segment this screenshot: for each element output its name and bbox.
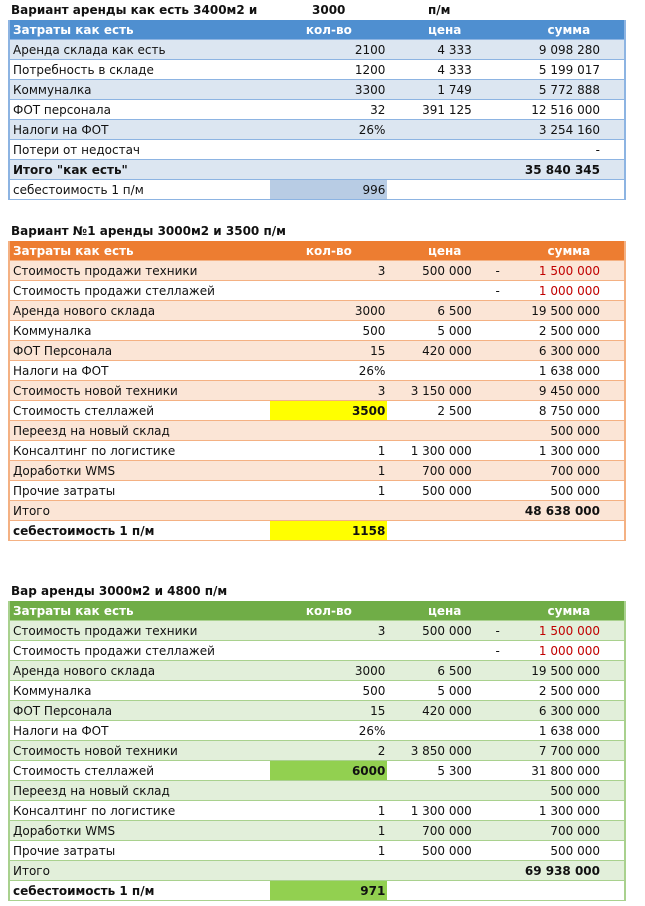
row-price: 420 000	[422, 343, 472, 358]
row-label: ФОТ Персонала	[13, 343, 113, 358]
table-row	[10, 661, 624, 681]
row-sum: 12 516 000	[531, 102, 600, 117]
row-price	[387, 120, 491, 139]
table-variant-as-is	[8, 0, 626, 200]
row-qty: 3	[377, 263, 386, 278]
row-sign	[492, 321, 504, 340]
row-price: 5 000	[437, 323, 472, 338]
row-label: Аренда нового склада	[13, 663, 156, 678]
row-label: Стоимость новой техники	[13, 743, 178, 758]
row-sign	[492, 681, 504, 700]
title-part-1: Вариант аренды как есть 3400м2 и	[11, 3, 258, 17]
table-row	[10, 721, 624, 741]
row-qty: 1	[377, 803, 386, 818]
row-sign	[492, 661, 504, 680]
row-sign	[492, 441, 504, 460]
row-sign	[492, 481, 504, 500]
row-label: Стоимость продажи стеллажей	[13, 643, 215, 658]
row-sign	[492, 761, 504, 780]
row-sign	[492, 301, 504, 320]
variant-1-title	[8, 221, 626, 241]
table-row	[10, 701, 624, 721]
table-row	[10, 60, 624, 80]
col-header-sum: сумма	[547, 603, 591, 618]
row-sign	[492, 741, 504, 760]
row-price: 5 300	[437, 763, 472, 778]
row-sum: 1 500 000	[538, 263, 600, 278]
row-sum: 2 500 000	[538, 683, 600, 698]
total-label: Итого	[13, 503, 50, 518]
table-row	[10, 821, 624, 841]
row-sum: 6 300 000	[538, 703, 600, 718]
row-sum: 31 800 000	[531, 763, 600, 778]
row-price: 500 000	[422, 623, 472, 638]
row-label: Доработки WMS	[13, 823, 116, 838]
table-row	[10, 281, 624, 301]
row-label: Стоимость продажи техники	[13, 623, 198, 638]
row-price	[387, 281, 491, 300]
col-header-qty: кол-во	[305, 22, 352, 37]
row-qty: 26%	[358, 122, 386, 137]
row-price: 6 500	[437, 663, 472, 678]
row-sum: 700 000	[550, 823, 600, 838]
row-sign	[492, 140, 504, 159]
col-header-sum: сумма	[547, 22, 591, 37]
table-row	[10, 761, 624, 781]
row-sum: 1 500 000	[538, 623, 600, 638]
row-label: Переезд на новый склад	[13, 423, 170, 438]
total-sum: 69 938 000	[524, 863, 600, 878]
row-label: Налоги на ФОТ	[13, 723, 109, 738]
row-qty	[270, 641, 387, 660]
row-price: 700 000	[422, 463, 472, 478]
row-label: Налоги на ФОТ	[13, 363, 109, 378]
row-price: 4 333	[437, 42, 472, 57]
row-sum: 700 000	[550, 463, 600, 478]
row-label: ФОТ персонала	[13, 102, 111, 117]
row-label: Коммуналка	[13, 82, 92, 97]
row-label: Стоимость продажи техники	[13, 263, 198, 278]
row-sum: 5 772 888	[538, 82, 600, 97]
total-sum: 48 638 000	[524, 503, 600, 518]
row-sum: 1 638 000	[538, 723, 600, 738]
row-qty: 500	[362, 683, 386, 698]
row-sign	[492, 401, 504, 420]
row-sum: 8 750 000	[538, 403, 600, 418]
row-price: 500 000	[422, 263, 472, 278]
title-part-3: п/м	[428, 3, 451, 17]
row-sign	[492, 60, 504, 79]
row-sign	[492, 381, 504, 400]
row-sign: -	[495, 643, 500, 658]
row-sign	[492, 701, 504, 720]
table-row	[10, 641, 624, 661]
row-price: 1 300 000	[410, 803, 472, 818]
row-qty: 3300	[354, 82, 386, 97]
row-label: ФОТ Персонала	[13, 703, 113, 718]
row-qty: 2100	[354, 42, 386, 57]
table-row	[10, 120, 624, 140]
table-row	[10, 301, 624, 321]
col-header-name: Затраты как есть	[13, 603, 134, 618]
table-row	[10, 781, 624, 801]
col-header-name: Затраты как есть	[13, 22, 134, 37]
table-row	[10, 461, 624, 481]
row-sum: 5 199 017	[538, 62, 600, 77]
row-label: Стоимость новой техники	[13, 383, 178, 398]
row-sign	[492, 341, 504, 360]
row-label: Коммуналка	[13, 323, 92, 338]
row-price: 6 500	[437, 303, 472, 318]
row-price	[387, 641, 491, 660]
col-header-price: цена	[427, 22, 462, 37]
row-qty: 3	[377, 383, 386, 398]
cost-value: 996	[270, 180, 387, 199]
row-qty	[270, 421, 387, 440]
table-body	[8, 601, 626, 901]
cost-value: 971	[270, 881, 387, 900]
table-row	[10, 381, 624, 401]
table-row	[10, 621, 624, 641]
row-price: 391 125	[422, 102, 472, 117]
row-sum: 1 000 000	[538, 643, 600, 658]
table-row	[10, 681, 624, 701]
row-qty: 1	[377, 483, 386, 498]
cost-label: себестоимость 1 п/м	[13, 523, 155, 538]
table-row	[10, 80, 624, 100]
row-label: Переезд на новый склад	[13, 783, 170, 798]
row-qty: 1	[377, 823, 386, 838]
table-body	[8, 20, 626, 200]
row-label: Аренда нового склада	[13, 303, 156, 318]
table-variant-2	[8, 581, 626, 901]
row-qty: 1	[377, 843, 386, 858]
row-sign	[492, 781, 504, 800]
row-sum: 1 300 000	[538, 443, 600, 458]
row-sum: 500 000	[550, 423, 600, 438]
row-price	[387, 721, 491, 740]
row-label: Стоимость стеллажей	[13, 403, 155, 418]
variant-2-title-text: Вар аренды 3000м2 и 4800 п/м	[11, 584, 228, 598]
col-header-qty: кол-во	[305, 243, 352, 258]
row-sum: 7 700 000	[538, 743, 600, 758]
row-sum: 9 450 000	[538, 383, 600, 398]
row-price: 1 300 000	[410, 443, 472, 458]
total-label: Итого	[13, 863, 50, 878]
row-sum: 9 098 280	[538, 42, 600, 57]
table-row	[10, 140, 624, 160]
row-qty: 2	[377, 743, 386, 758]
row-qty: 15	[370, 343, 386, 358]
total-row	[10, 861, 624, 881]
row-label: Коммуналка	[13, 683, 92, 698]
row-sign	[492, 421, 504, 440]
table-row	[10, 261, 624, 281]
row-price	[387, 361, 491, 380]
row-price: 420 000	[422, 703, 472, 718]
row-qty: 32	[370, 102, 386, 117]
row-label: Прочие затраты	[13, 483, 116, 498]
table-row	[10, 321, 624, 341]
row-qty: 500	[362, 323, 386, 338]
row-sign: -	[495, 283, 500, 298]
table-row	[10, 401, 624, 421]
row-qty: 3	[377, 623, 386, 638]
total-label: Итого "как есть"	[13, 162, 128, 177]
row-qty: 6000	[270, 761, 387, 780]
row-qty: 1200	[354, 62, 386, 77]
row-qty: 1	[377, 443, 386, 458]
row-qty: 3500	[270, 401, 387, 420]
cost-row	[10, 180, 624, 200]
row-qty	[270, 281, 387, 300]
row-qty: 1	[377, 463, 386, 478]
col-header-name: Затраты как есть	[13, 243, 134, 258]
variant-1-title-text: Вариант №1 аренды 3000м2 и 3500 п/м	[11, 224, 286, 238]
row-sum: 1 638 000	[538, 363, 600, 378]
row-sum: 3 254 160	[538, 122, 600, 137]
row-sum: 500 000	[550, 483, 600, 498]
table-row	[10, 801, 624, 821]
row-qty	[270, 140, 387, 159]
row-price: 500 000	[422, 843, 472, 858]
table-variant-1	[8, 221, 626, 541]
table-row	[10, 741, 624, 761]
row-price: 5 000	[437, 683, 472, 698]
table-row	[10, 421, 624, 441]
row-sign	[492, 120, 504, 139]
row-sign	[492, 801, 504, 820]
row-qty: 26%	[358, 723, 386, 738]
row-label: Консалтинг по логистике	[13, 803, 176, 818]
row-qty	[270, 781, 387, 800]
title-part-2: 3000	[312, 3, 346, 17]
row-label: Налоги на ФОТ	[13, 122, 109, 137]
row-label: Аренда склада как есть	[13, 42, 166, 57]
col-header-price: цена	[427, 243, 462, 258]
row-sum: 1 000 000	[538, 283, 600, 298]
row-sign	[492, 80, 504, 99]
row-sum: 1 300 000	[538, 803, 600, 818]
row-price: 1 749	[437, 82, 472, 97]
variant-2-title	[8, 581, 626, 601]
table-header	[10, 241, 624, 261]
row-label: Прочие затраты	[13, 843, 116, 858]
row-sign	[492, 841, 504, 860]
col-header-sum: сумма	[547, 243, 591, 258]
row-label: Стоимость стеллажей	[13, 763, 155, 778]
cost-label: себестоимость 1 п/м	[13, 883, 155, 898]
row-label: Доработки WMS	[13, 463, 116, 478]
row-sign	[492, 40, 504, 59]
cost-label: себестоимость 1 п/м	[13, 182, 144, 197]
row-sum: 2 500 000	[538, 323, 600, 338]
row-price: 700 000	[422, 823, 472, 838]
cost-row	[10, 881, 624, 901]
row-price	[387, 781, 491, 800]
row-qty: 3000	[354, 303, 386, 318]
table-row	[10, 841, 624, 861]
row-qty: 26%	[358, 363, 386, 378]
row-label: Потребность в складе	[13, 62, 154, 77]
row-price: 3 850 000	[410, 743, 472, 758]
table-row	[10, 40, 624, 60]
row-price	[387, 140, 491, 159]
row-sign	[492, 461, 504, 480]
row-label: Потери от недостач	[13, 142, 141, 157]
row-sum: 500 000	[550, 843, 600, 858]
row-sum: -	[595, 142, 600, 157]
row-price: 2 500	[437, 403, 472, 418]
row-price: 3 150 000	[410, 383, 472, 398]
total-sum: 35 840 345	[524, 162, 600, 177]
row-price	[387, 421, 491, 440]
row-sign	[492, 721, 504, 740]
row-sum: 19 500 000	[531, 663, 600, 678]
table-row	[10, 100, 624, 120]
table-row	[10, 341, 624, 361]
row-sign	[492, 361, 504, 380]
row-sign: -	[495, 623, 500, 638]
row-price: 500 000	[422, 483, 472, 498]
row-label: Стоимость продажи стеллажей	[13, 283, 215, 298]
table-row	[10, 361, 624, 381]
table-body	[8, 241, 626, 541]
total-row	[10, 501, 624, 521]
row-label: Консалтинг по логистике	[13, 443, 176, 458]
cost-value: 1158	[270, 521, 387, 540]
variant-as-is-title	[8, 0, 626, 20]
table-row	[10, 481, 624, 501]
row-sum: 500 000	[550, 783, 600, 798]
total-row	[10, 160, 624, 180]
table-header	[10, 601, 624, 621]
row-sign	[492, 100, 504, 119]
col-header-price: цена	[427, 603, 462, 618]
col-header-qty: кол-во	[305, 603, 352, 618]
table-row	[10, 441, 624, 461]
row-sign	[492, 821, 504, 840]
row-sign: -	[495, 263, 500, 278]
row-qty: 3000	[354, 663, 386, 678]
table-header	[10, 20, 624, 40]
row-qty: 15	[370, 703, 386, 718]
row-sum: 19 500 000	[531, 303, 600, 318]
row-price: 4 333	[437, 62, 472, 77]
cost-row	[10, 521, 624, 541]
row-sum: 6 300 000	[538, 343, 600, 358]
